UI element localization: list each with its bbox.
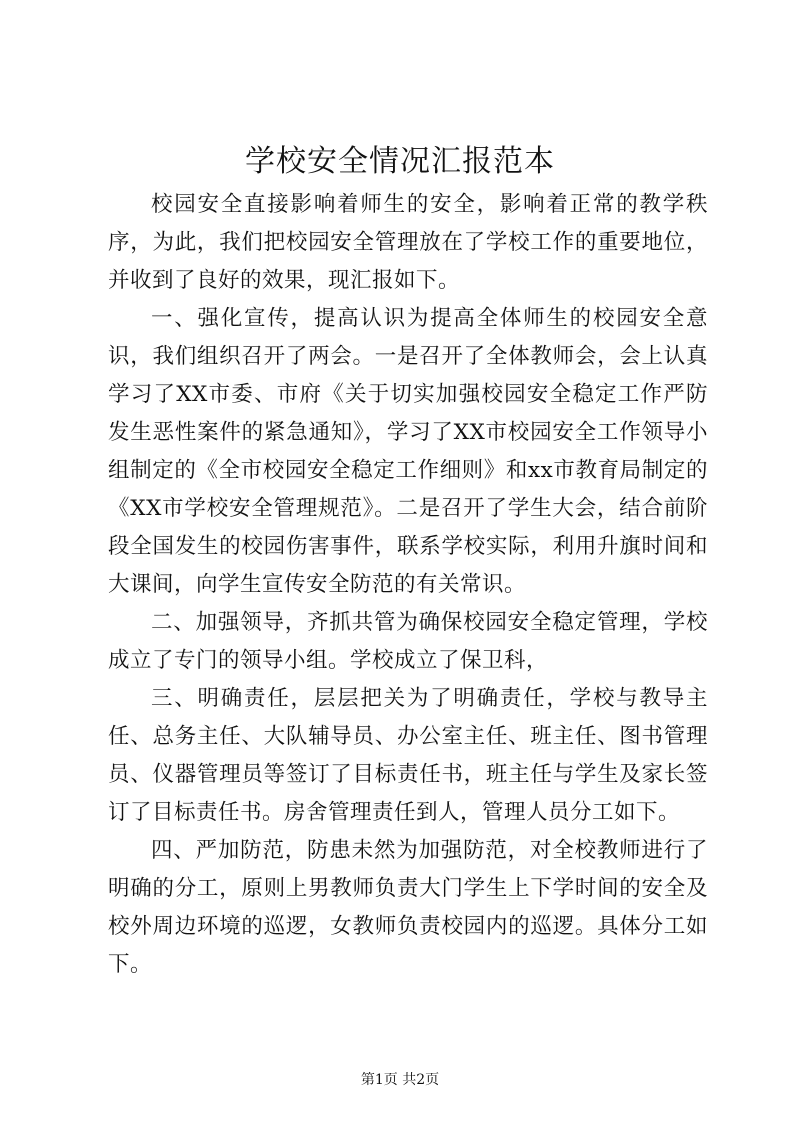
- paragraph-section-2: 二、加强领导，齐抓共管为确保校园安全稳定管理，学校成立了专门的领导小组。学校成立了保卫科，: [108, 610, 708, 673]
- page-number-footer: 第1页 共2页: [360, 1072, 440, 1088]
- paragraph-section-1: 一、强化宣传，提高认识为提高全体师生的校园安全意识，我们组织召开了两会。一是召开了全体教师会，会上认真学习了XX市委、市府《关于切实加强校园安全稳定工作严防发生恶性案件的紧急通知》，学习了XX市校园安全工作领导小组制定的《全市校园安全稳定工作细则》和xx市教育局制定的《XX市学校安全管理规范》。二是召开了学生大会，结合前阶段全国发生的校园伤害事件，联系学校实际，利用升旗时间和大课间，向学生宣传安全防范的有关常识。: [108, 306, 708, 597]
- paragraph-intro: 校园安全直接影响着师生的安全，影响着正常的教学秩序，为此，我们把校园安全管理放在了学校工作的重要地位，并收到了良好的效果，现汇报如下。: [108, 192, 708, 293]
- paragraph-section-4: 四、严加防范，防患未然为加强防范，对全校教师进行了明确的分工，原则上男教师负责大门学生上下学时间的安全及校外周边环境的巡逻，女教师负责校园内的巡逻。具体分工如下。: [108, 838, 708, 977]
- document-title: 学校安全情况汇报范本: [245, 144, 555, 179]
- document-body: [108, 186, 708, 984]
- paragraph-section-3: 三、明确责任，层层把关为了明确责任，学校与教导主任、总务主任、大队辅导员、办公室主任、班主任、图书管理员、仪器管理员等签订了目标责任书，班主任与学生及家长签订了目标责任书。房舍管理责任到人，管理人员分工如下。: [108, 686, 708, 825]
